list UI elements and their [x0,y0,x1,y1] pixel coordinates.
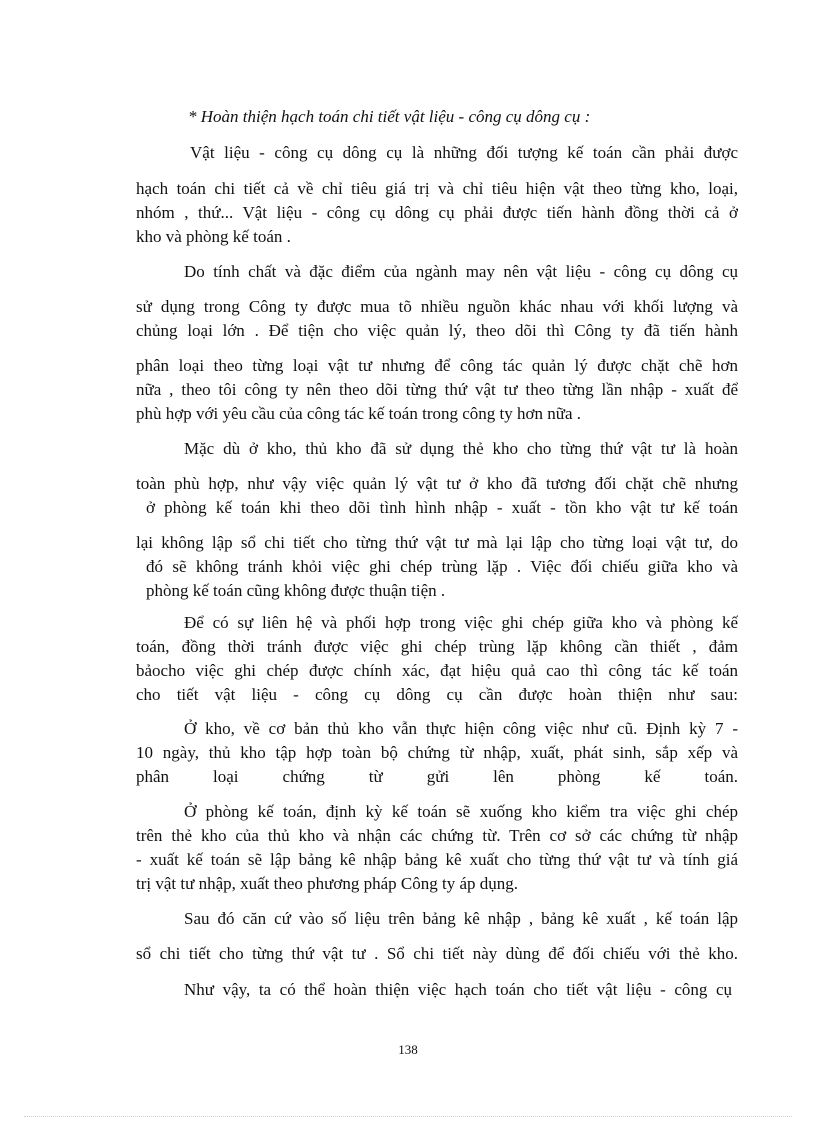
text-line: phù hợp với yêu cầu của công tác kế toán trong công ty hơn nữa . [136,404,582,423]
text-line: toán, đồng thời tránh được việc ghi chép trùng lặp không cần thiết , đảm [136,637,738,656]
text-line: kho và phòng kế toán . [136,227,291,246]
text-line: Để có sự liên hệ và phối hợp trong việc ghi chép giữa kho và phòng kế [184,613,738,632]
text-line: Vật liệu - công cụ dông cụ là những đối tượng kế toán cần phải được [190,143,738,162]
text-line: toàn phù hợp, như vậy việc quản lý vật tư ở kho đã tương đối chặt chẽ nhưng [136,474,738,493]
section-heading: * Hoàn thiện hạch toán chi tiết vật liệu - công cụ dông cụ : [188,107,591,126]
text-line: Sau đó căn cứ vào số liệu trên bảng kê nhập , bảng kê xuất , kế toán lập [184,909,738,928]
text-line: Do tính chất và đặc điểm của ngành may nên vật liệu - công cụ dông cụ [184,262,738,281]
text-line: trên thẻ kho của thủ kho và nhận các chứng từ. Trên cơ sở các chứng từ nhập [136,826,738,845]
text-line: phòng kế toán cũng không được thuận tiện . [146,581,446,600]
text-line: sử dụng trong Công ty được mua tõ nhiều nguồn khác nhau với khối lượng và [136,297,738,316]
page-number: 138 [398,1042,418,1057]
text-line: cho tiết vật liệu - công cụ dông cụ cần được hoàn thiện như sau: [136,685,738,704]
text-line: ở phòng kế toán khi theo dõi tình hình nhập - xuất - tồn kho vật tư kế toán [146,498,738,517]
text-line: - xuất kế toán sẽ lập bảng kê nhập bảng kê xuất cho từng thứ vật tư và tính giá [136,850,738,869]
text-line: Ở phòng kế toán, định kỳ kế toán sẽ xuống kho kiểm tra việc ghi chép [184,802,738,821]
text-line: nữa , theo tôi công ty nên theo dõi từng thứ vật tư theo từng lần nhập - xuất để [136,380,738,399]
text-line: Như vậy, ta có thể hoàn thiện việc hạch toán cho tiết vật liệu - công cụ [184,980,732,999]
text-line: chủng loại lớn . Để tiện cho việc quản lý, theo dõi thì Công ty đã tiến hành [136,321,738,340]
text-line: bảocho việc ghi chép được chính xác, đạt hiệu quả cao thì công tác kế toán [136,661,738,680]
text-line: phân loại theo từng loại vật tư nhưng để công tác quản lý được chặt chẽ hơn [136,356,738,375]
text-line: trị vật tư nhập, xuất theo phương pháp Công ty áp dụng. [136,874,519,893]
text-line: sổ chi tiết cho từng thứ vật tư . Sổ chi tiết này dùng để đối chiếu với thẻ kho. [136,944,738,963]
text-line: phân loại chứng từ gửi lên phòng kế toán. [136,767,738,786]
text-line: lại không lập sổ chi tiết cho từng thứ vật tư mà lại lập cho từng loại vật tư, do [136,533,738,552]
text-line: đó sẽ không tránh khỏi việc ghi chép trùng lặp . Việc đối chiếu giữa kho và [146,557,738,576]
text-line: nhóm , thứ... Vật liệu - công cụ dông cụ phải được tiến hành đồng thời cả ở [136,203,738,222]
text-line: 10 ngày, thủ kho tập hợp toàn bộ chứng từ nhập, xuất, phát sinh, sắp xếp và [136,743,738,762]
text-line: Mặc dù ở kho, thủ kho đã sử dụng thẻ kho cho từng thứ vật tư là hoàn [184,439,738,458]
page-bottom-divider [24,1116,792,1117]
text-line: hạch toán chi tiết cả về chỉ tiêu giá trị và chỉ tiêu hiện vật theo từng kho, loại, [136,179,738,198]
text-line: Ở kho, về cơ bản thủ kho vẫn thực hiện công việc như cũ. Định kỳ 7 - [184,719,738,738]
